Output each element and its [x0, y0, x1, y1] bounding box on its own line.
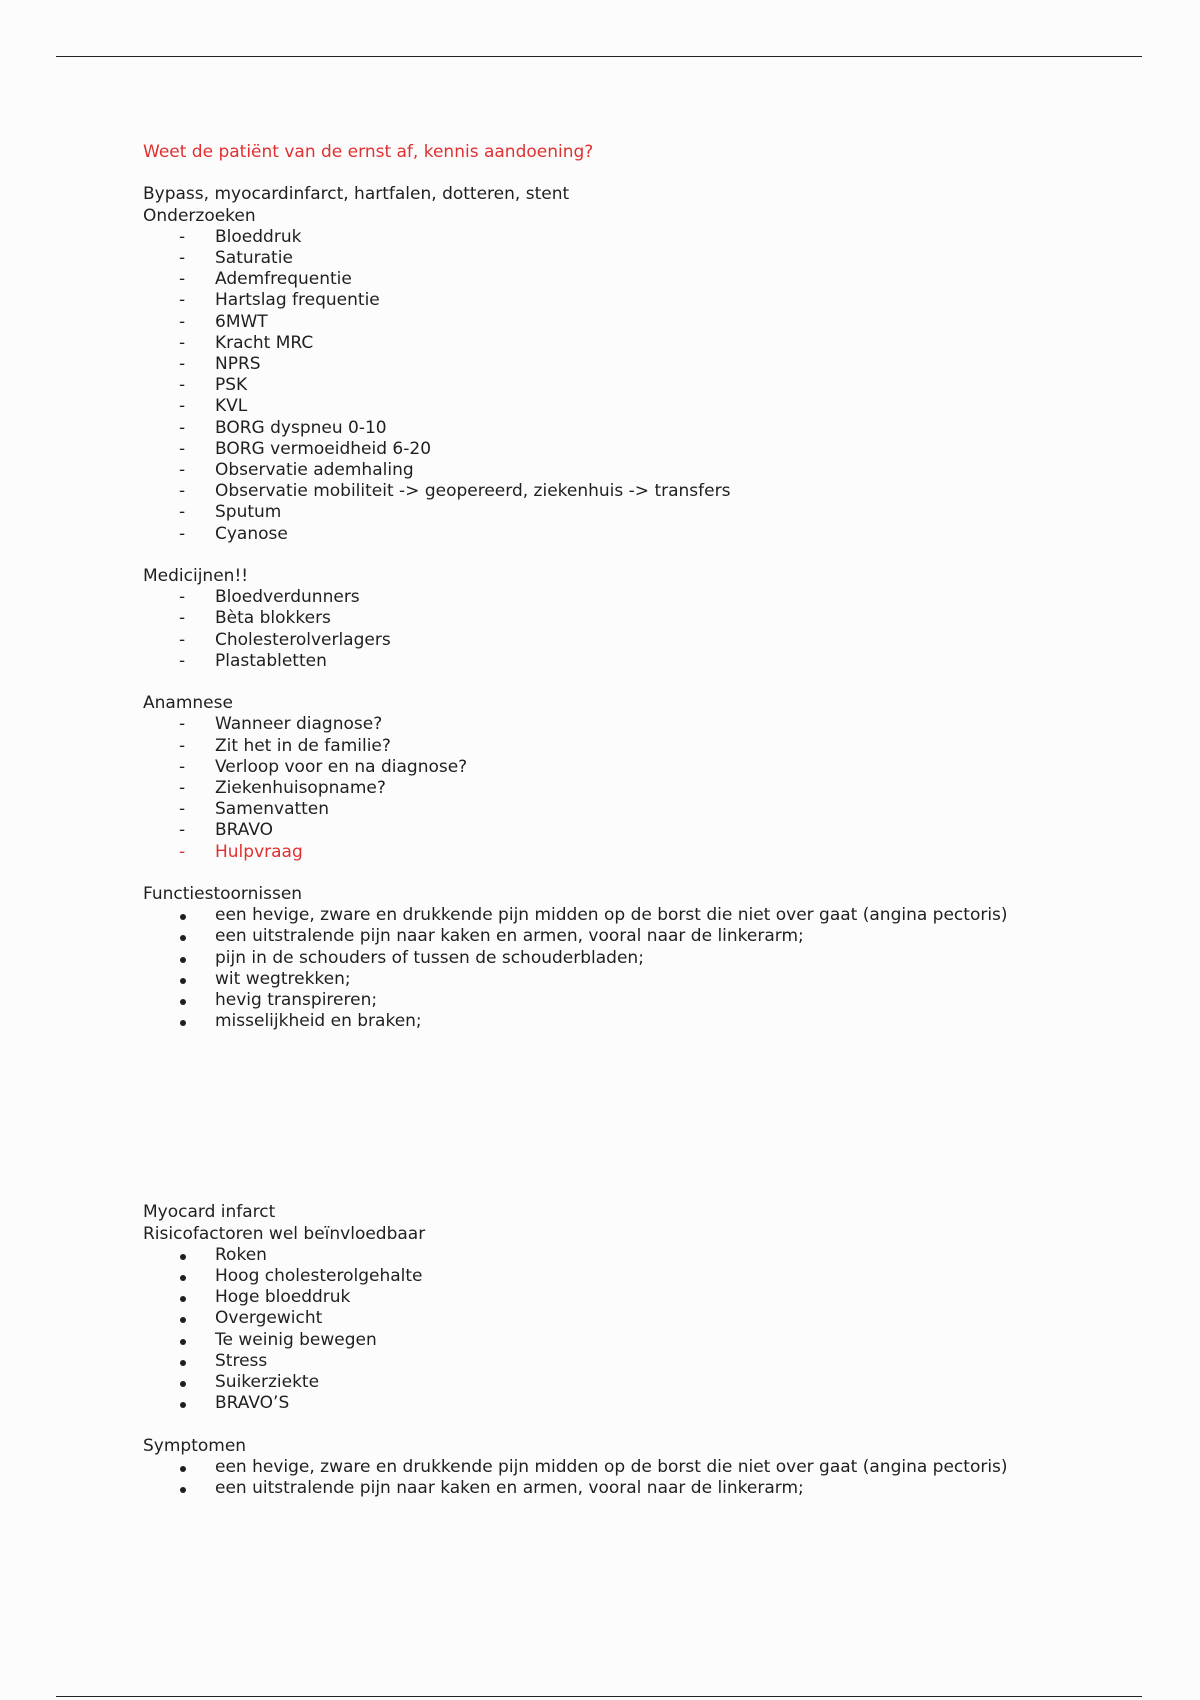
- list-item: - Kracht MRC: [179, 332, 314, 353]
- medicijnen-list: [143, 587, 1023, 672]
- list-item: - Bloeddruk: [179, 226, 302, 247]
- symptomen-list: [143, 1457, 1023, 1499]
- risk-factors-list: [143, 1245, 1023, 1415]
- list-item-hulpvraag: - Hulpvraag: [179, 841, 303, 862]
- list-item: wit wegtrekken;: [143, 969, 1023, 990]
- bullet-icon: [180, 1466, 186, 1472]
- bullet-icon: [180, 1402, 186, 1408]
- list-item: - BRAVO: [179, 820, 274, 841]
- list-item: een uitstralende pijn naar kaken en armen, vooral naar de linkerarm;: [143, 1478, 1023, 1499]
- bullet-icon: [180, 1317, 186, 1323]
- list-item: hevig transpireren;: [143, 990, 1023, 1011]
- bullet-icon: [180, 1360, 186, 1366]
- onderzoeken-heading: Onderzoeken: [143, 205, 256, 226]
- bullet-icon: [180, 1296, 186, 1302]
- onderzoeken-list: [143, 227, 1023, 545]
- list-item: - Saturatie: [179, 248, 293, 268]
- list-item: - Bèta blokkers: [179, 608, 331, 629]
- bullet-icon: [180, 1339, 186, 1345]
- list-item: - Ziekenhuisopname?: [179, 778, 386, 799]
- myocard-heading: Myocard infarct: [143, 1202, 276, 1223]
- list-item: misselijkheid en braken;: [143, 1011, 1023, 1032]
- bullet-icon: [180, 1275, 186, 1281]
- list-item: - Cyanose: [179, 523, 288, 544]
- list-item: - Observatie ademhaling: [179, 460, 414, 481]
- list-item: - KVL: [179, 396, 248, 417]
- topics-line: Bypass, myocardinfarct, hartfalen, dotteren, stent: [143, 184, 570, 205]
- bullet-icon: [180, 1020, 186, 1026]
- list-item: Roken: [143, 1245, 1023, 1266]
- bullet-icon: [180, 978, 186, 984]
- anamnese-heading: Anamnese: [143, 693, 233, 714]
- functiestoornissen-list: [143, 905, 1023, 1032]
- list-item: - Zit het in de familie?: [179, 735, 391, 756]
- list-item: Stress: [143, 1351, 1023, 1372]
- list-item: een hevige, zware en drukkende pijn midden op de borst die niet over gaat (angina pectoris): [143, 905, 1023, 926]
- list-item: - Cholesterolverlagers: [179, 629, 391, 650]
- list-item: pijn in de schouders of tussen de schouderbladen;: [143, 948, 1023, 969]
- list-item: BRAVO’S: [143, 1393, 1023, 1414]
- list-item: Hoog cholesterolgehalte: [143, 1266, 1023, 1287]
- list-item: - NPRS: [179, 354, 261, 375]
- bullet-icon: [180, 1487, 186, 1493]
- list-item: - Samenvatten: [179, 799, 330, 820]
- symptomen-heading: Symptomen: [143, 1435, 247, 1456]
- list-item: - Observatie mobiliteit -> geopereerd, ziekenhuis -> transfers: [179, 481, 731, 502]
- anamnese-list: [143, 714, 1023, 862]
- medicijnen-heading: Medicijnen!!: [143, 566, 249, 587]
- bullet-icon: [180, 1381, 186, 1387]
- patient-knowledge-question: Weet de patiënt van de ernst af, kennis aandoening?: [143, 142, 594, 162]
- list-item: - Wanneer diagnose?: [179, 714, 383, 735]
- list-item: - BORG vermoeidheid 6-20: [179, 438, 432, 459]
- bullet-icon: [180, 957, 186, 963]
- list-item: een uitstralende pijn naar kaken en armen, vooral naar de linkerarm;: [143, 926, 1023, 947]
- bullet-icon: [180, 935, 186, 941]
- list-item: - Plastabletten: [179, 650, 327, 671]
- list-item: - Ademfrequentie: [179, 269, 352, 290]
- risk-factors-heading: Risicofactoren wel beïnvloedbaar: [143, 1223, 426, 1244]
- list-item: Suikerziekte: [143, 1372, 1023, 1393]
- list-item: - Bloedverdunners: [179, 587, 360, 608]
- functiestoornissen-heading: Functiestoornissen: [143, 884, 303, 905]
- list-item: een hevige, zware en drukkende pijn midden op de borst die niet over gaat (angina pectoris): [143, 1457, 1023, 1478]
- list-item: - BORG dyspneu 0-10: [179, 417, 387, 438]
- list-item: Te weinig bewegen: [143, 1330, 1023, 1351]
- bullet-icon: [180, 914, 186, 920]
- document-body: [143, 142, 1023, 1499]
- list-item: - PSK: [179, 375, 248, 396]
- list-item: - 6MWT: [179, 311, 268, 332]
- bottom-rule: [56, 1696, 1142, 1697]
- bullet-icon: [180, 1254, 186, 1260]
- list-item: - Verloop voor en na diagnose?: [179, 756, 468, 777]
- top-rule: [56, 56, 1142, 57]
- bullet-icon: [180, 999, 186, 1005]
- list-item: Overgewicht: [143, 1308, 1023, 1329]
- list-item: - Hartslag frequentie: [179, 290, 380, 311]
- list-item: - Sputum: [179, 502, 282, 523]
- list-item: Hoge bloeddruk: [143, 1287, 1023, 1308]
